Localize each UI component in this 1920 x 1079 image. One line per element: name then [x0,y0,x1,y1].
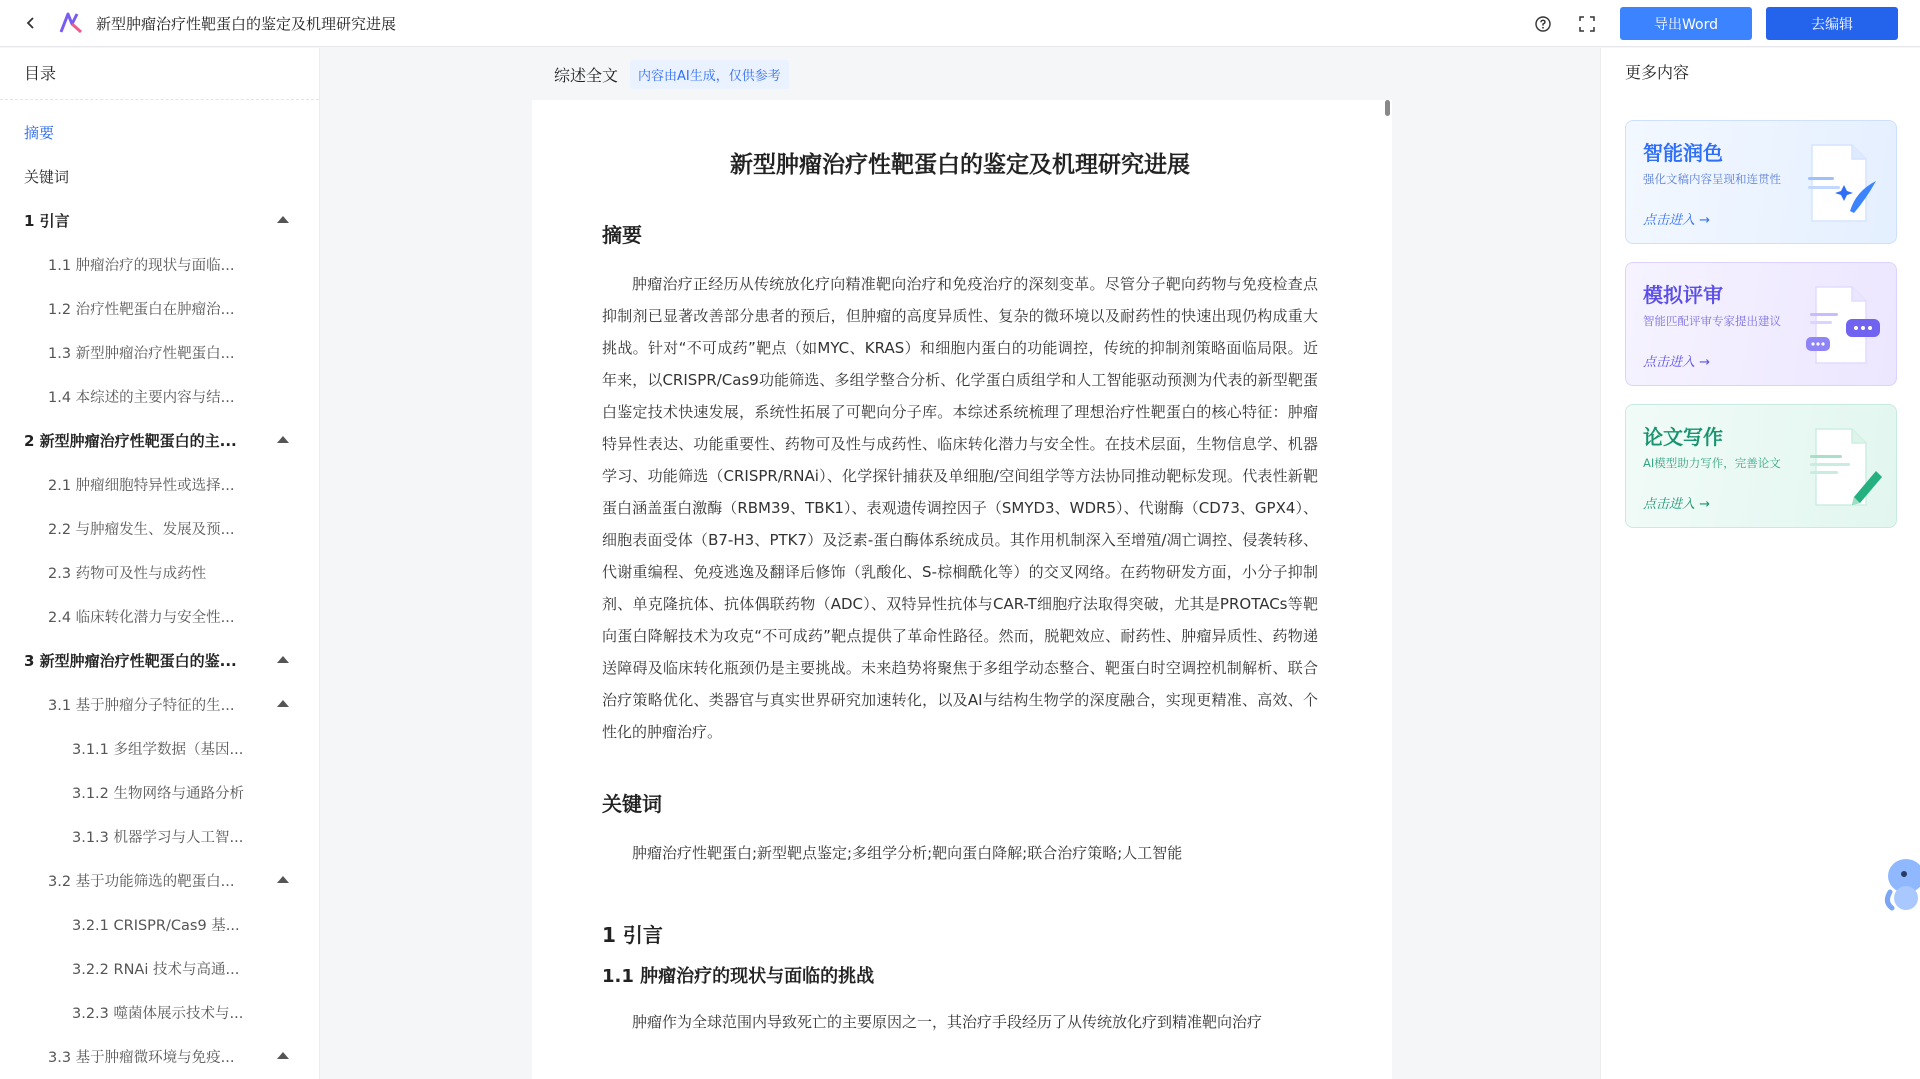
toc-item-label: 摘要 [24,123,55,142]
section-1-1-heading: 1.1 肿瘤治疗的现状与面临的挑战 [602,966,875,987]
writing-pen-icon [1804,425,1884,511]
card-enter-link[interactable]: 点击进入 → [1643,355,1711,370]
card-subtitle: AI模型助力写作，完善论文 [1643,456,1781,470]
card-enter-link[interactable]: 点击进入 → [1643,213,1711,228]
document-page [532,100,1392,1079]
toc-item[interactable] [0,286,319,330]
toc-item[interactable] [0,902,319,946]
toc-item[interactable] [0,550,319,594]
toc-item-label: 2.3 药物可及性与成药性 [48,565,207,582]
card-title: 模拟评审 [1643,283,1723,307]
toc-item-label: 3 新型肿瘤治疗性靶蛋白的鉴... [24,651,237,670]
assistant-mascot-icon[interactable] [1880,852,1920,914]
toc-item-label: 1.2 治疗性靶蛋白在肿瘤治... [48,301,235,318]
more-content-title: 更多内容 [1625,63,1690,82]
review-chat-icon [1804,283,1884,369]
card-subtitle: 强化文稿内容呈现和连贯性 [1643,172,1781,186]
table-of-contents [0,48,320,1079]
toc-item[interactable] [0,330,319,374]
toc-item[interactable] [0,946,319,990]
toc-item-label: 1 引言 [24,211,70,230]
card-title: 智能润色 [1643,141,1723,165]
back-arrow-icon[interactable] [18,10,44,36]
toc-item[interactable] [0,110,319,154]
app-logo-icon [58,10,84,36]
card-subtitle: 智能匹配评审专家提出建议 [1643,314,1781,328]
collapse-caret-icon[interactable] [277,436,289,443]
paper-title: 新型肿瘤治疗性靶蛋白的鉴定及机理研究进展 [730,152,1190,178]
paper-writing-card[interactable] [1625,404,1897,528]
toc-item[interactable] [0,726,319,770]
card-enter-link[interactable]: 点击进入 → [1643,497,1711,512]
collapse-caret-icon[interactable] [277,656,289,663]
toc-item[interactable] [0,638,319,682]
toc-item-label: 3.2 基于功能筛选的靶蛋白... [48,873,235,890]
content-header [532,48,1392,100]
toc-list [0,100,319,1078]
ai-notice-badge: 内容由AI生成，仅供参考 [630,60,789,89]
toc-item[interactable] [0,506,319,550]
collapse-caret-icon[interactable] [277,700,289,707]
toc-item[interactable] [0,594,319,638]
collapse-caret-icon[interactable] [277,216,289,223]
toc-item[interactable] [0,1034,319,1078]
toc-item[interactable] [0,770,319,814]
content-title: 综述全文 [554,65,619,85]
section-1-heading: 1 引言 [602,923,663,947]
toc-item-label: 3.1.2 生物网络与通路分析 [72,785,245,802]
abstract-text: 肿瘤治疗正经历从传统放化疗向精准靶向治疗和免疫治疗的深刻变革。尽管分子靶向药物与免疫检查点抑制剂已显著改善部分患者的预后，但肿瘤的高度异质性、复杂的微环境以及耐药性的快速出现仍构成重大挑战。针对“不可成药”靶点（如MYC、KRAS）和细胞内蛋白的功能调控，传统的抑制剂策略面临局限。近年来，以CRISPR/Cas9功能筛选、多组学整合分析、化学蛋白质组学和人工智能驱动预测为代表的新型靶蛋白鉴定技术快速发展，系统性拓展了可靶向分子库。本综述系统梳理了理想治疗性靶蛋白的核心特征：肿瘤特异性表达、功能重要性、药物可及性与成药性、临床转化潜力与安全性。在技术层面，生物信息学、机器学习、功能筛选（CRISPR/RNAi）、化学探针捕获及单细胞/空间组学等方法协同推动靶标发现。代表性新靶蛋白涵盖蛋白激酶（RBM39、TBK1）、表观遗传调控因子（SMYD3、WDR5）、代谢酶（CD73、GPX4）、细胞表面受体（B7-H3、PTK7）及泛素-蛋白酶体系统成员。其作用机制深入至增殖/凋亡调控、侵袭转移、代谢重编程、免疫逃逸及翻译后修饰（乳酸化、S-棕榈酰化等）的交叉网络。在药物研发方面，小分子抑制剂、单克隆抗体、抗体偶联药物（ADC）、双特异性抗体与CAR-T细胞疗法取得突破，尤其是PROTACs等靶向蛋白降解技术为攻克“不可成药”靶点提供了革命性路径。然而，脱靶效应、耐药性、肿瘤异质性、药物递送障碍及临床转化瓶颈仍是主要挑战。未来趋势将聚焦于多组学动态整合、靶蛋白时空调控机制解析、联合治疗策略优化、类器官与真实世界研究加速转化，以及AI与结构生物学的深度融合，实现更精准、高效、个性化的肿瘤治疗。 [602,275,1319,741]
toc-item[interactable] [0,462,319,506]
toc-item-label: 3.1 基于肿瘤分子特征的生... [48,697,235,714]
help-icon[interactable] [1532,13,1554,35]
toc-item-label: 3.1.1 多组学数据（基因... [72,741,244,758]
toc-item-label: 1.4 本综述的主要内容与结... [48,389,235,406]
go-edit-button[interactable]: 去编辑 [1766,7,1898,40]
mock-review-card[interactable] [1625,262,1897,386]
card-title: 论文写作 [1643,425,1723,449]
toc-item[interactable] [0,154,319,198]
toc-item-label: 2.4 临床转化潜力与安全性... [48,609,235,626]
scrollbar-thumb[interactable] [1385,100,1390,116]
keywords-heading: 关键词 [602,792,662,816]
fullscreen-icon[interactable] [1576,13,1598,35]
toc-item-label: 3.2.3 噬菌体展示技术与... [72,1005,244,1022]
toc-item-label: 3.1.3 机器学习与人工智... [72,829,244,846]
smart-polish-card[interactable] [1625,120,1897,244]
toc-item[interactable] [0,682,319,726]
more-content-panel [1600,48,1920,1079]
collapse-caret-icon[interactable] [277,876,289,883]
toc-item-label: 1.1 肿瘤治疗的现状与面临... [48,257,235,274]
abstract-heading: 摘要 [602,223,642,247]
top-bar [0,0,1920,47]
toc-item[interactable] [0,198,319,242]
toc-item[interactable] [0,242,319,286]
toc-item[interactable] [0,418,319,462]
polish-document-icon [1804,141,1884,227]
document-title: 新型肿瘤治疗性靶蛋白的鉴定及机理研究进展 [96,14,397,33]
toc-item[interactable] [0,814,319,858]
toc-item-label: 3.2.2 RNAi 技术与高通... [72,961,240,978]
toc-item-label: 3.3 基于肿瘤微环境与免疫... [48,1049,235,1066]
export-word-button[interactable]: 导出Word [1620,7,1752,40]
toc-item-label: 2.1 肿瘤细胞特异性或选择... [48,477,235,494]
toc-item-label: 关键词 [24,167,70,186]
toc-item[interactable] [0,858,319,902]
toc-item-label: 2 新型肿瘤治疗性靶蛋白的主... [24,431,237,450]
collapse-caret-icon[interactable] [277,1052,289,1059]
toc-item-label: 1.3 新型肿瘤治疗性靶蛋白... [48,345,235,362]
toc-title: 目录 [0,48,319,100]
keywords-text: 肿瘤治疗性靶蛋白;新型靶点鉴定;多组学分析;靶向蛋白降解;联合治疗策略;人工智能 [632,844,1183,862]
toc-item-label: 3.2.1 CRISPR/Cas9 基... [72,917,240,934]
toc-item-label: 2.2 与肿瘤发生、发展及预... [48,521,235,538]
toc-item[interactable] [0,374,319,418]
section-1-1-text: 肿瘤作为全球范围内导致死亡的主要原因之一，其治疗手段经历了从传统放化疗到精准靶向治疗 [632,1013,1263,1031]
toc-item[interactable] [0,990,319,1034]
